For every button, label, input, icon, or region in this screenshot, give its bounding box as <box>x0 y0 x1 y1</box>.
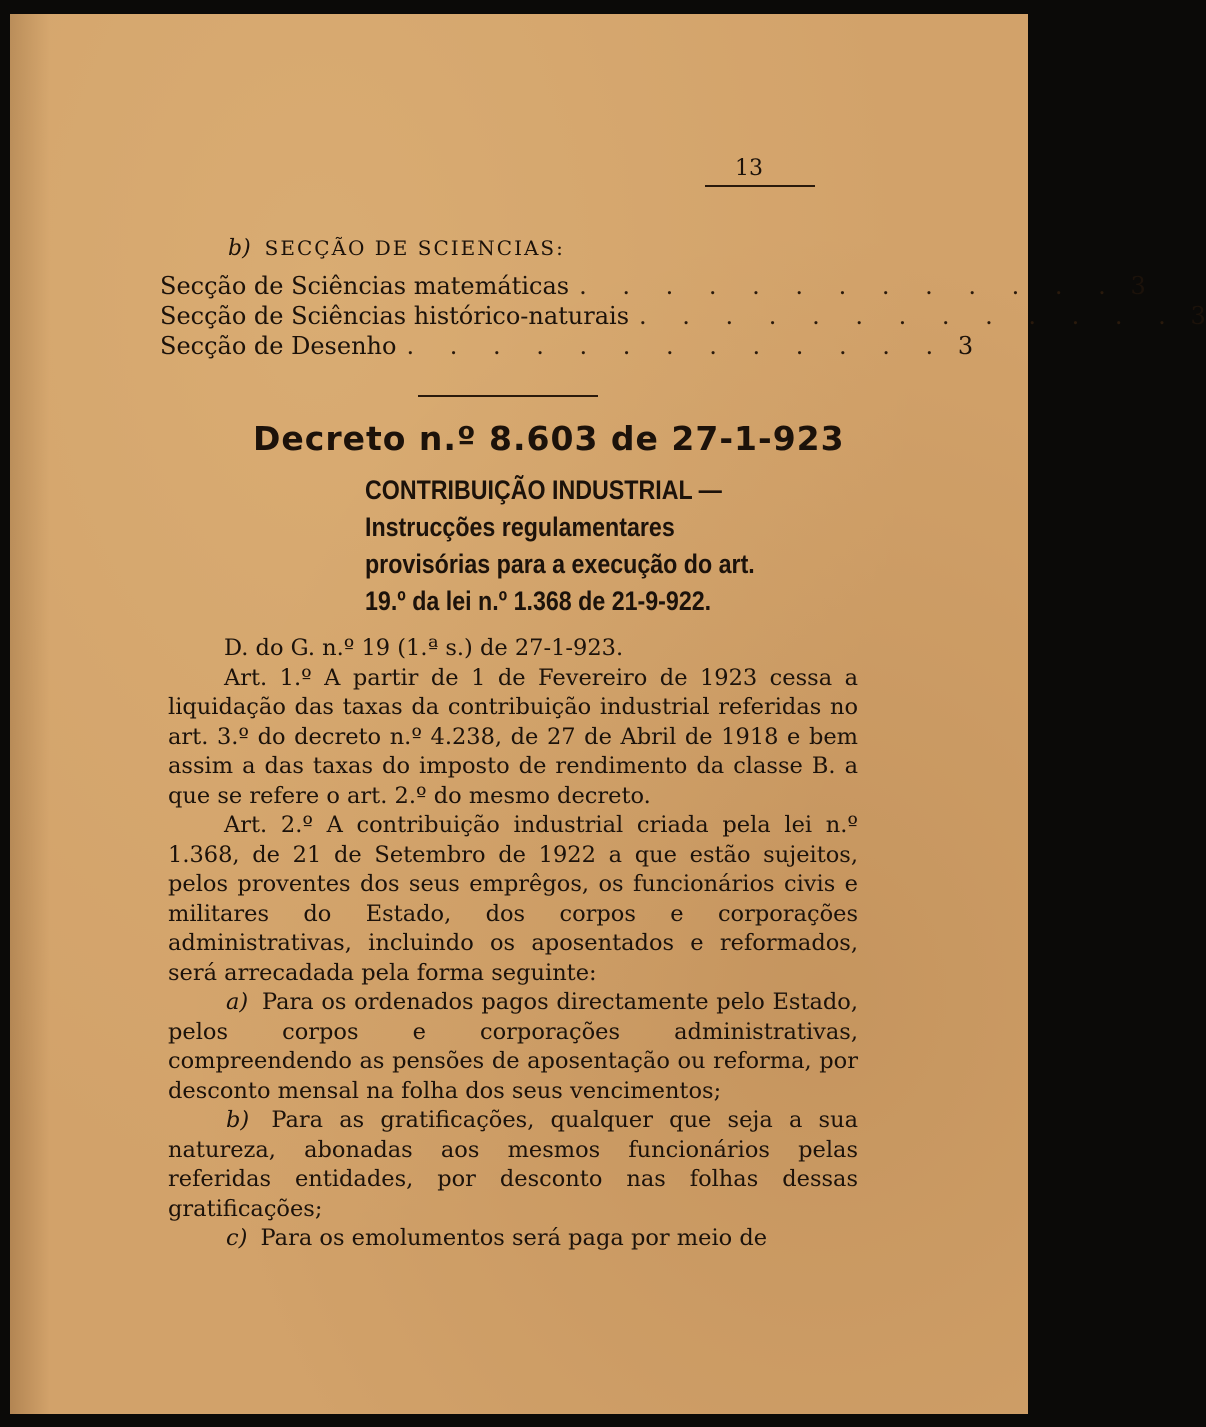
leader-dots: . . . . . . . . . . . . . <box>406 332 948 360</box>
section-marker: b) <box>228 236 251 261</box>
list-item <box>160 272 1146 300</box>
page-number-rule <box>705 185 815 187</box>
item-text: Para os ordenados pagos directamente pelo Estado, pelos corpos e corporações administrativas, compreendendo as pensões de aposentação ou reforma, por desconto mensal na folha dos seus vencimentos; <box>168 989 859 1104</box>
list-item-value: 3 <box>1130 272 1146 300</box>
document-page <box>10 14 1206 1414</box>
decree-body <box>168 634 858 1254</box>
article-1: Art. 1.º A partir de 1 de Fevereiro de 1923 cessa a liquidação das taxas da contribuição industrial referidas no art. 3.º do decreto n.º 4.238, de 27 de Abril de 1918 e bem assim a das taxas do imposto de rendimento da classe B. a que se refere o art. 2.º do mesmo decreto. <box>168 664 858 809</box>
item-marker: b) <box>226 1107 250 1133</box>
list-item-label: Secção de Sciências matemáticas <box>160 272 570 300</box>
section-heading-text: SECÇÃO DE SCIENCIAS: <box>264 236 565 260</box>
item-marker: c) <box>226 1225 248 1251</box>
list-item <box>160 302 1206 330</box>
article-2: Art. 2.º A contribuição industrial criada pela lei n.º 1.368, de 21 de Setembro de 1922 a que estão sujeitos, pelos proventes dos seus emprêgos, os funcionários civis e militares do Estado, dos corpos e corporações administrativas, incluindo os aposentados e reformados, será arrecadada pela forma seguinte: <box>168 812 858 986</box>
item-marker: a) <box>226 989 249 1015</box>
decree-source: D. do G. n.º 19 (1.ª s.) de 27-1-923. <box>224 635 624 661</box>
leader-dots: . . . . . . . . . . . . . <box>639 302 1180 330</box>
item-text: Para as gratificações, qualquer que seja a sua natureza, abonadas aos mesmos funcionários pelas referidas entidades, por desconto nas folhas dessas gratificações; <box>168 1107 858 1222</box>
list-item-value: 3 <box>1190 302 1206 330</box>
list-item-value: 3 <box>957 332 974 360</box>
article-2-item-c <box>168 1224 858 1254</box>
article-2-item-b <box>168 1106 858 1224</box>
leader-dots: . . . . . . . . . . . . . <box>579 272 1120 300</box>
item-text: Para os emolumentos será paga por meio de <box>260 1225 768 1251</box>
decree-subtitle: CONTRIBUIÇÃO INDUSTRIAL — Instrucções regulamentares provisórias para a execução do art. 19.º da lei n.º 1.368 de 21-9-922. <box>365 475 755 616</box>
decree-title: Decreto n.º 8.603 de 27-1-923 <box>253 419 845 458</box>
section-heading <box>228 236 565 261</box>
list-item <box>160 332 974 360</box>
list-item-label: Secção de Sciências histórico-naturais <box>160 302 630 330</box>
page-number: 13 <box>735 156 763 181</box>
list-item-label: Secção de Desenho <box>160 332 397 360</box>
section-divider <box>418 395 598 397</box>
article-2-item-a <box>168 988 858 1106</box>
